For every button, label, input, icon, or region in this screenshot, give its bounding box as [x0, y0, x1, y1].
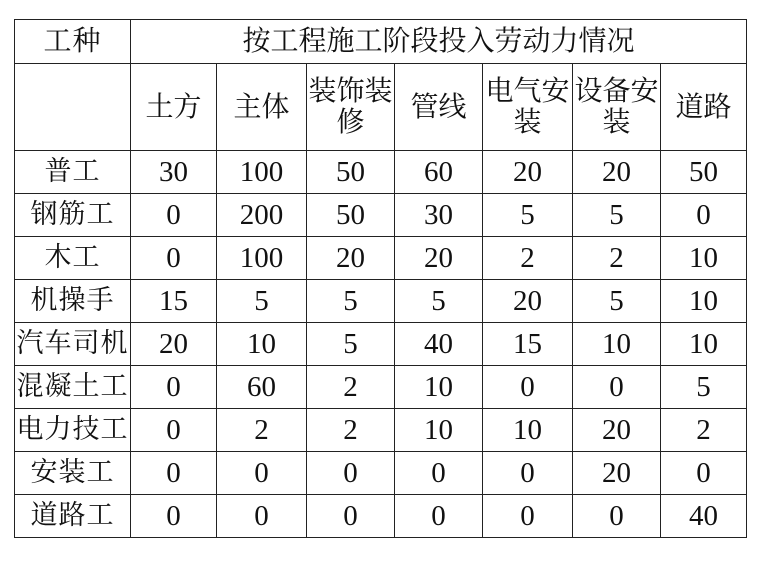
trade-name-cell: 安装工 — [15, 452, 131, 495]
trade-name-cell: 道路工 — [15, 495, 131, 538]
value-cell: 0 — [217, 495, 307, 538]
value-cell: 10 — [661, 280, 747, 323]
value-cell: 60 — [395, 151, 483, 194]
value-cell: 200 — [217, 194, 307, 237]
value-cell: 10 — [395, 366, 483, 409]
trade-name-cell: 机操手 — [15, 280, 131, 323]
value-cell: 0 — [661, 194, 747, 237]
value-cell: 40 — [661, 495, 747, 538]
value-cell: 20 — [307, 237, 395, 280]
value-cell: 60 — [217, 366, 307, 409]
table-row — [15, 323, 747, 366]
value-cell: 5 — [573, 194, 661, 237]
value-cell: 0 — [217, 452, 307, 495]
phase-header: 装饰装修 — [307, 64, 395, 151]
value-cell: 2 — [307, 409, 395, 452]
value-cell: 0 — [131, 194, 217, 237]
value-cell: 5 — [395, 280, 483, 323]
value-cell: 20 — [483, 280, 573, 323]
phase-header: 管线 — [395, 64, 483, 151]
value-cell: 15 — [131, 280, 217, 323]
value-cell: 2 — [661, 409, 747, 452]
phase-header: 电气安装 — [483, 64, 573, 151]
value-cell: 10 — [661, 237, 747, 280]
value-cell: 20 — [573, 151, 661, 194]
value-cell: 20 — [483, 151, 573, 194]
value-cell: 30 — [131, 151, 217, 194]
phase-header: 道路 — [661, 64, 747, 151]
trade-name-cell: 钢筋工 — [15, 194, 131, 237]
blank-header-cell — [15, 64, 131, 151]
trade-name-cell: 普工 — [15, 151, 131, 194]
value-cell: 0 — [661, 452, 747, 495]
table-row — [15, 237, 747, 280]
value-cell: 0 — [131, 452, 217, 495]
value-cell: 0 — [573, 366, 661, 409]
trade-name-cell: 木工 — [15, 237, 131, 280]
value-cell: 0 — [395, 452, 483, 495]
value-cell: 0 — [131, 409, 217, 452]
value-cell: 0 — [307, 452, 395, 495]
phase-header: 土方 — [131, 64, 217, 151]
value-cell: 15 — [483, 323, 573, 366]
value-cell: 20 — [395, 237, 483, 280]
table-row — [15, 452, 747, 495]
value-cell: 50 — [307, 151, 395, 194]
value-cell: 10 — [217, 323, 307, 366]
table-row — [15, 151, 747, 194]
labor-table — [14, 19, 747, 538]
value-cell: 50 — [661, 151, 747, 194]
value-cell: 100 — [217, 151, 307, 194]
value-cell: 2 — [483, 237, 573, 280]
table-row — [15, 409, 747, 452]
phase-header-row — [15, 64, 747, 151]
trade-name-cell: 电力技工 — [15, 409, 131, 452]
table-row — [15, 495, 747, 538]
value-cell: 30 — [395, 194, 483, 237]
group-header: 按工程施工阶段投入劳动力情况 — [131, 20, 747, 64]
value-cell: 0 — [573, 495, 661, 538]
value-cell: 0 — [131, 366, 217, 409]
value-cell: 20 — [573, 452, 661, 495]
value-cell: 5 — [307, 323, 395, 366]
value-cell: 0 — [483, 495, 573, 538]
phase-header: 设备安装 — [573, 64, 661, 151]
value-cell: 10 — [395, 409, 483, 452]
value-cell: 10 — [483, 409, 573, 452]
table-row — [15, 280, 747, 323]
table-row — [15, 366, 747, 409]
value-cell: 10 — [573, 323, 661, 366]
value-cell: 0 — [131, 495, 217, 538]
value-cell: 5 — [307, 280, 395, 323]
value-cell: 5 — [217, 280, 307, 323]
value-cell: 0 — [483, 366, 573, 409]
value-cell: 5 — [661, 366, 747, 409]
value-cell: 0 — [131, 237, 217, 280]
value-cell: 0 — [395, 495, 483, 538]
value-cell: 2 — [573, 237, 661, 280]
trade-name-cell: 混凝土工 — [15, 366, 131, 409]
corner-header: 工种 — [15, 20, 131, 64]
value-cell: 20 — [573, 409, 661, 452]
value-cell: 50 — [307, 194, 395, 237]
title-row — [15, 20, 747, 64]
value-cell: 40 — [395, 323, 483, 366]
value-cell: 20 — [131, 323, 217, 366]
value-cell: 2 — [307, 366, 395, 409]
value-cell: 10 — [661, 323, 747, 366]
trade-name-cell: 汽车司机 — [15, 323, 131, 366]
value-cell: 2 — [217, 409, 307, 452]
value-cell: 5 — [573, 280, 661, 323]
phase-header: 主体 — [217, 64, 307, 151]
value-cell: 0 — [307, 495, 395, 538]
value-cell: 0 — [483, 452, 573, 495]
value-cell: 100 — [217, 237, 307, 280]
value-cell: 5 — [483, 194, 573, 237]
table-row — [15, 194, 747, 237]
